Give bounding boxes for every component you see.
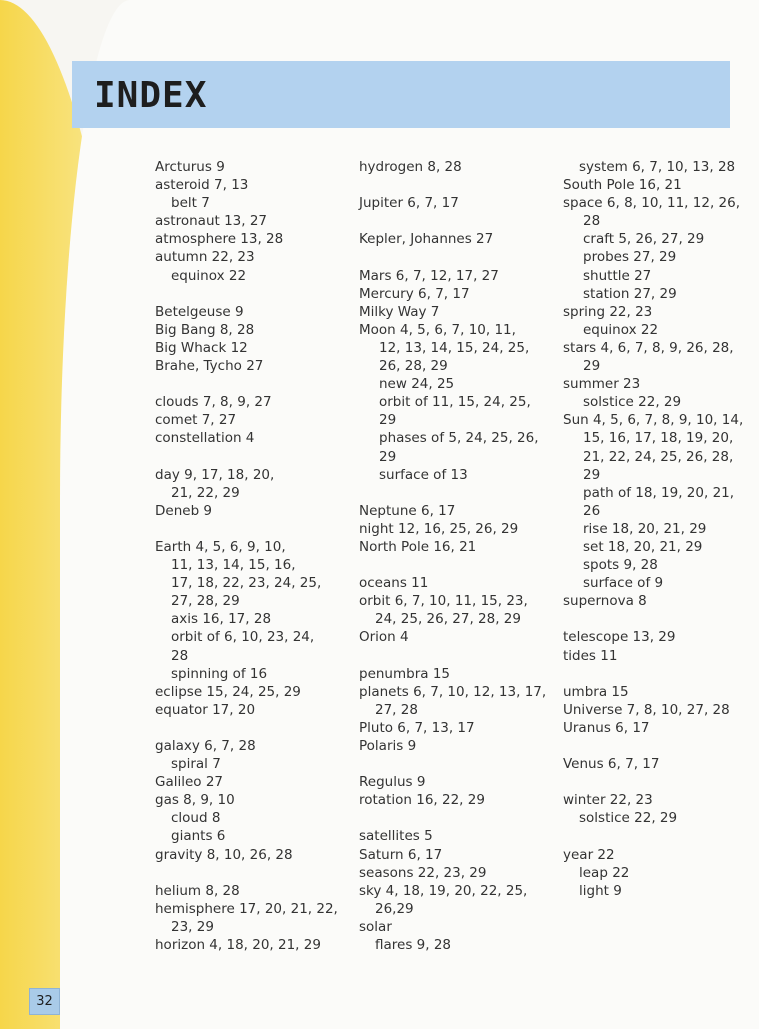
index-entry: orbit 6, 7, 10, 11, 15, 23, [359, 593, 528, 610]
index-entry: constellation 4 [155, 430, 255, 447]
index-subentry: light 9 [579, 882, 622, 899]
index-subentry: shuttle 27 [583, 267, 652, 284]
index-subentry: 11, 13, 14, 15, 16, [171, 557, 296, 574]
index-entry: space 6, 8, 10, 11, 12, 26, [563, 195, 740, 212]
spacer [155, 520, 345, 538]
index-subentry: solstice 22, 29 [583, 394, 682, 411]
index-subentry: 21, 22, 24, 25, 26, 28, [583, 448, 734, 465]
index-entry: autumn 22, 23 [155, 249, 255, 266]
index-subentry: 21, 22, 29 [171, 484, 240, 501]
index-entry: Moon 4, 5, 6, 7, 10, 11, [359, 321, 516, 338]
index-entry: hydrogen 8, 28 [359, 159, 462, 175]
index-subentry: 15, 16, 17, 18, 19, 20, [583, 430, 734, 447]
index-subentry: 23, 29 [171, 918, 214, 935]
index-subentry: craft 5, 26, 27, 29 [583, 231, 705, 248]
index-entry: astronaut 13, 27 [155, 213, 268, 230]
index-entry: year 22 [563, 846, 615, 863]
index-subentry: 29 [583, 466, 601, 483]
index-entry: Saturn 6, 17 [359, 846, 443, 863]
spacer [563, 665, 743, 683]
index-subentry: new 24, 25 [379, 376, 455, 393]
index-entry: Earth 4, 5, 6, 9, 10, [155, 538, 286, 555]
spacer [359, 556, 549, 574]
index-subentry: flares 9, 28 [375, 937, 452, 954]
index-header [72, 61, 730, 128]
index-entry: Galileo 27 [155, 774, 224, 791]
index-subentry: 27, 28, 29 [171, 593, 240, 610]
index-subentry: 24, 25, 26, 27, 28, 29 [375, 611, 521, 628]
index-subentry: axis 16, 17, 28 [171, 611, 272, 628]
index-subentry: belt 7 [171, 195, 210, 212]
index-subentry: probes 27, 29 [583, 249, 677, 266]
index-subentry: station 27, 29 [583, 285, 677, 302]
index-entry: stars 4, 6, 7, 8, 9, 26, 28, [563, 339, 734, 356]
index-subentry: 26, 28, 29 [379, 358, 448, 375]
index-entry: Big Bang 8, 28 [155, 321, 255, 338]
index-entry: penumbra 15 [359, 665, 450, 682]
index-subentry: path of 18, 19, 20, 21, [583, 484, 735, 501]
index-column-1 [155, 158, 345, 954]
index-subentry: system 6, 7, 10, 13, 28 [579, 159, 736, 175]
index-entry: Deneb 9 [155, 502, 213, 519]
index-subentry: phases of 5, 24, 25, 26, [379, 430, 539, 447]
index-entry: equator 17, 20 [155, 701, 256, 718]
index-entry: spring 22, 23 [563, 303, 653, 320]
index-entry: summer 23 [563, 376, 641, 393]
index-entry: gas 8, 9, 10 [155, 792, 235, 809]
index-entry: Mars 6, 7, 12, 17, 27 [359, 267, 499, 284]
index-subentry: 17, 18, 22, 23, 24, 25, [171, 575, 322, 592]
index-subentry: 28 [171, 647, 189, 664]
index-entry: Regulus 9 [359, 774, 426, 791]
index-entry: solar [359, 918, 392, 935]
index-entry: atmosphere 13, 28 [155, 231, 284, 248]
spacer [155, 719, 345, 737]
index-entry: eclipse 15, 24, 25, 29 [155, 683, 301, 700]
index-subentry: surface of 13 [379, 466, 468, 483]
index-entry: Venus 6, 7, 17 [563, 756, 660, 773]
index-entry: Arcturus 9 [155, 159, 225, 175]
index-subentry: spinning of 16 [171, 665, 268, 682]
index-entry: South Pole 16, 21 [563, 177, 682, 194]
index-subentry: 28 [583, 213, 601, 230]
index-entry: telescope 13, 29 [563, 629, 676, 646]
spacer [155, 864, 345, 882]
index-entry: horizon 4, 18, 20, 21, 29 [155, 937, 321, 954]
index-entry: hemisphere 17, 20, 21, 22, [155, 900, 338, 917]
index-subentry: orbit of 11, 15, 24, 25, [379, 394, 531, 411]
index-entry: Milky Way 7 [359, 303, 440, 320]
index-entry: Neptune 6, 17 [359, 502, 456, 519]
spacer [155, 375, 345, 393]
index-entry: planets 6, 7, 10, 12, 13, 17, [359, 683, 547, 700]
index-entry: galaxy 6, 7, 28 [155, 738, 256, 754]
spacer [563, 610, 743, 628]
index-entry: Pluto 6, 7, 13, 17 [359, 719, 475, 736]
index-entry: North Pole 16, 21 [359, 538, 477, 555]
index-entry: day 9, 17, 18, 20, [155, 466, 275, 483]
index-entry: supernova 8 [563, 593, 647, 610]
spacer [563, 773, 743, 791]
index-entry: Uranus 6, 17 [563, 719, 650, 736]
spacer [359, 176, 549, 194]
index-entry: Big Whack 12 [155, 339, 248, 356]
index-entry: oceans 11 [359, 575, 429, 592]
index-subentry: spots 9, 28 [583, 557, 658, 574]
index-entry: asteroid 7, 13 [155, 177, 249, 194]
spacer [563, 827, 743, 845]
index-column-2 [359, 158, 549, 954]
spacer [359, 647, 549, 665]
page-title: INDEX [94, 75, 208, 116]
index-subentry: 29 [379, 448, 397, 465]
index-entry: helium 8, 28 [155, 882, 240, 899]
index-subentry: 12, 13, 14, 15, 24, 25, [379, 339, 530, 356]
index-subentry: 29 [583, 358, 601, 375]
spacer [155, 285, 345, 303]
index-subentry: 27, 28 [375, 701, 418, 718]
spacer [359, 484, 549, 502]
index-subentry: giants 6 [171, 828, 226, 845]
index-column-3 [563, 158, 743, 900]
index-subentry: 26,29 [375, 900, 414, 917]
spacer [359, 755, 549, 773]
index-entry: Mercury 6, 7, 17 [359, 285, 470, 302]
index-entry: satellites 5 [359, 828, 433, 845]
index-entry: Betelgeuse 9 [155, 303, 244, 320]
index-entry: night 12, 16, 25, 26, 29 [359, 520, 519, 537]
spacer [563, 737, 743, 755]
index-subentry: rise 18, 20, 21, 29 [583, 520, 707, 537]
index-entry: umbra 15 [563, 683, 629, 700]
index-subentry: solstice 22, 29 [579, 810, 678, 827]
index-entry: winter 22, 23 [563, 792, 653, 809]
index-subentry: leap 22 [579, 864, 630, 881]
index-entry: Polaris 9 [359, 738, 417, 754]
index-subentry: equinox 22 [171, 267, 247, 284]
index-entry: Jupiter 6, 7, 17 [359, 195, 459, 212]
index-subentry: 26 [583, 502, 601, 519]
index-subentry: 29 [379, 412, 397, 429]
index-entry: seasons 22, 23, 29 [359, 864, 487, 881]
index-entry: Sun 4, 5, 6, 7, 8, 9, 10, 14, [563, 412, 744, 429]
spacer [155, 448, 345, 466]
index-subentry: orbit of 6, 10, 23, 24, [171, 629, 315, 646]
index-subentry: spiral 7 [171, 756, 221, 773]
page-number: 32 [29, 988, 60, 1015]
index-entry: tides 11 [563, 647, 618, 664]
index-entry: Orion 4 [359, 629, 409, 646]
index-subentry: equinox 22 [583, 321, 659, 338]
index-entry: rotation 16, 22, 29 [359, 792, 485, 809]
index-entry: Brahe, Tycho 27 [155, 358, 264, 375]
index-entry: gravity 8, 10, 26, 28 [155, 846, 293, 863]
index-entry: comet 7, 27 [155, 412, 237, 429]
spacer [359, 212, 549, 230]
index-entry: clouds 7, 8, 9, 27 [155, 394, 272, 411]
index-entry: Kepler, Johannes 27 [359, 231, 494, 248]
index-entry: sky 4, 18, 19, 20, 22, 25, [359, 882, 528, 899]
index-subentry: cloud 8 [171, 810, 221, 827]
index-subentry: surface of 9 [583, 575, 664, 592]
spacer [359, 248, 549, 266]
index-entry: Universe 7, 8, 10, 27, 28 [563, 701, 730, 718]
index-subentry: set 18, 20, 21, 29 [583, 538, 703, 555]
spacer [359, 809, 549, 827]
